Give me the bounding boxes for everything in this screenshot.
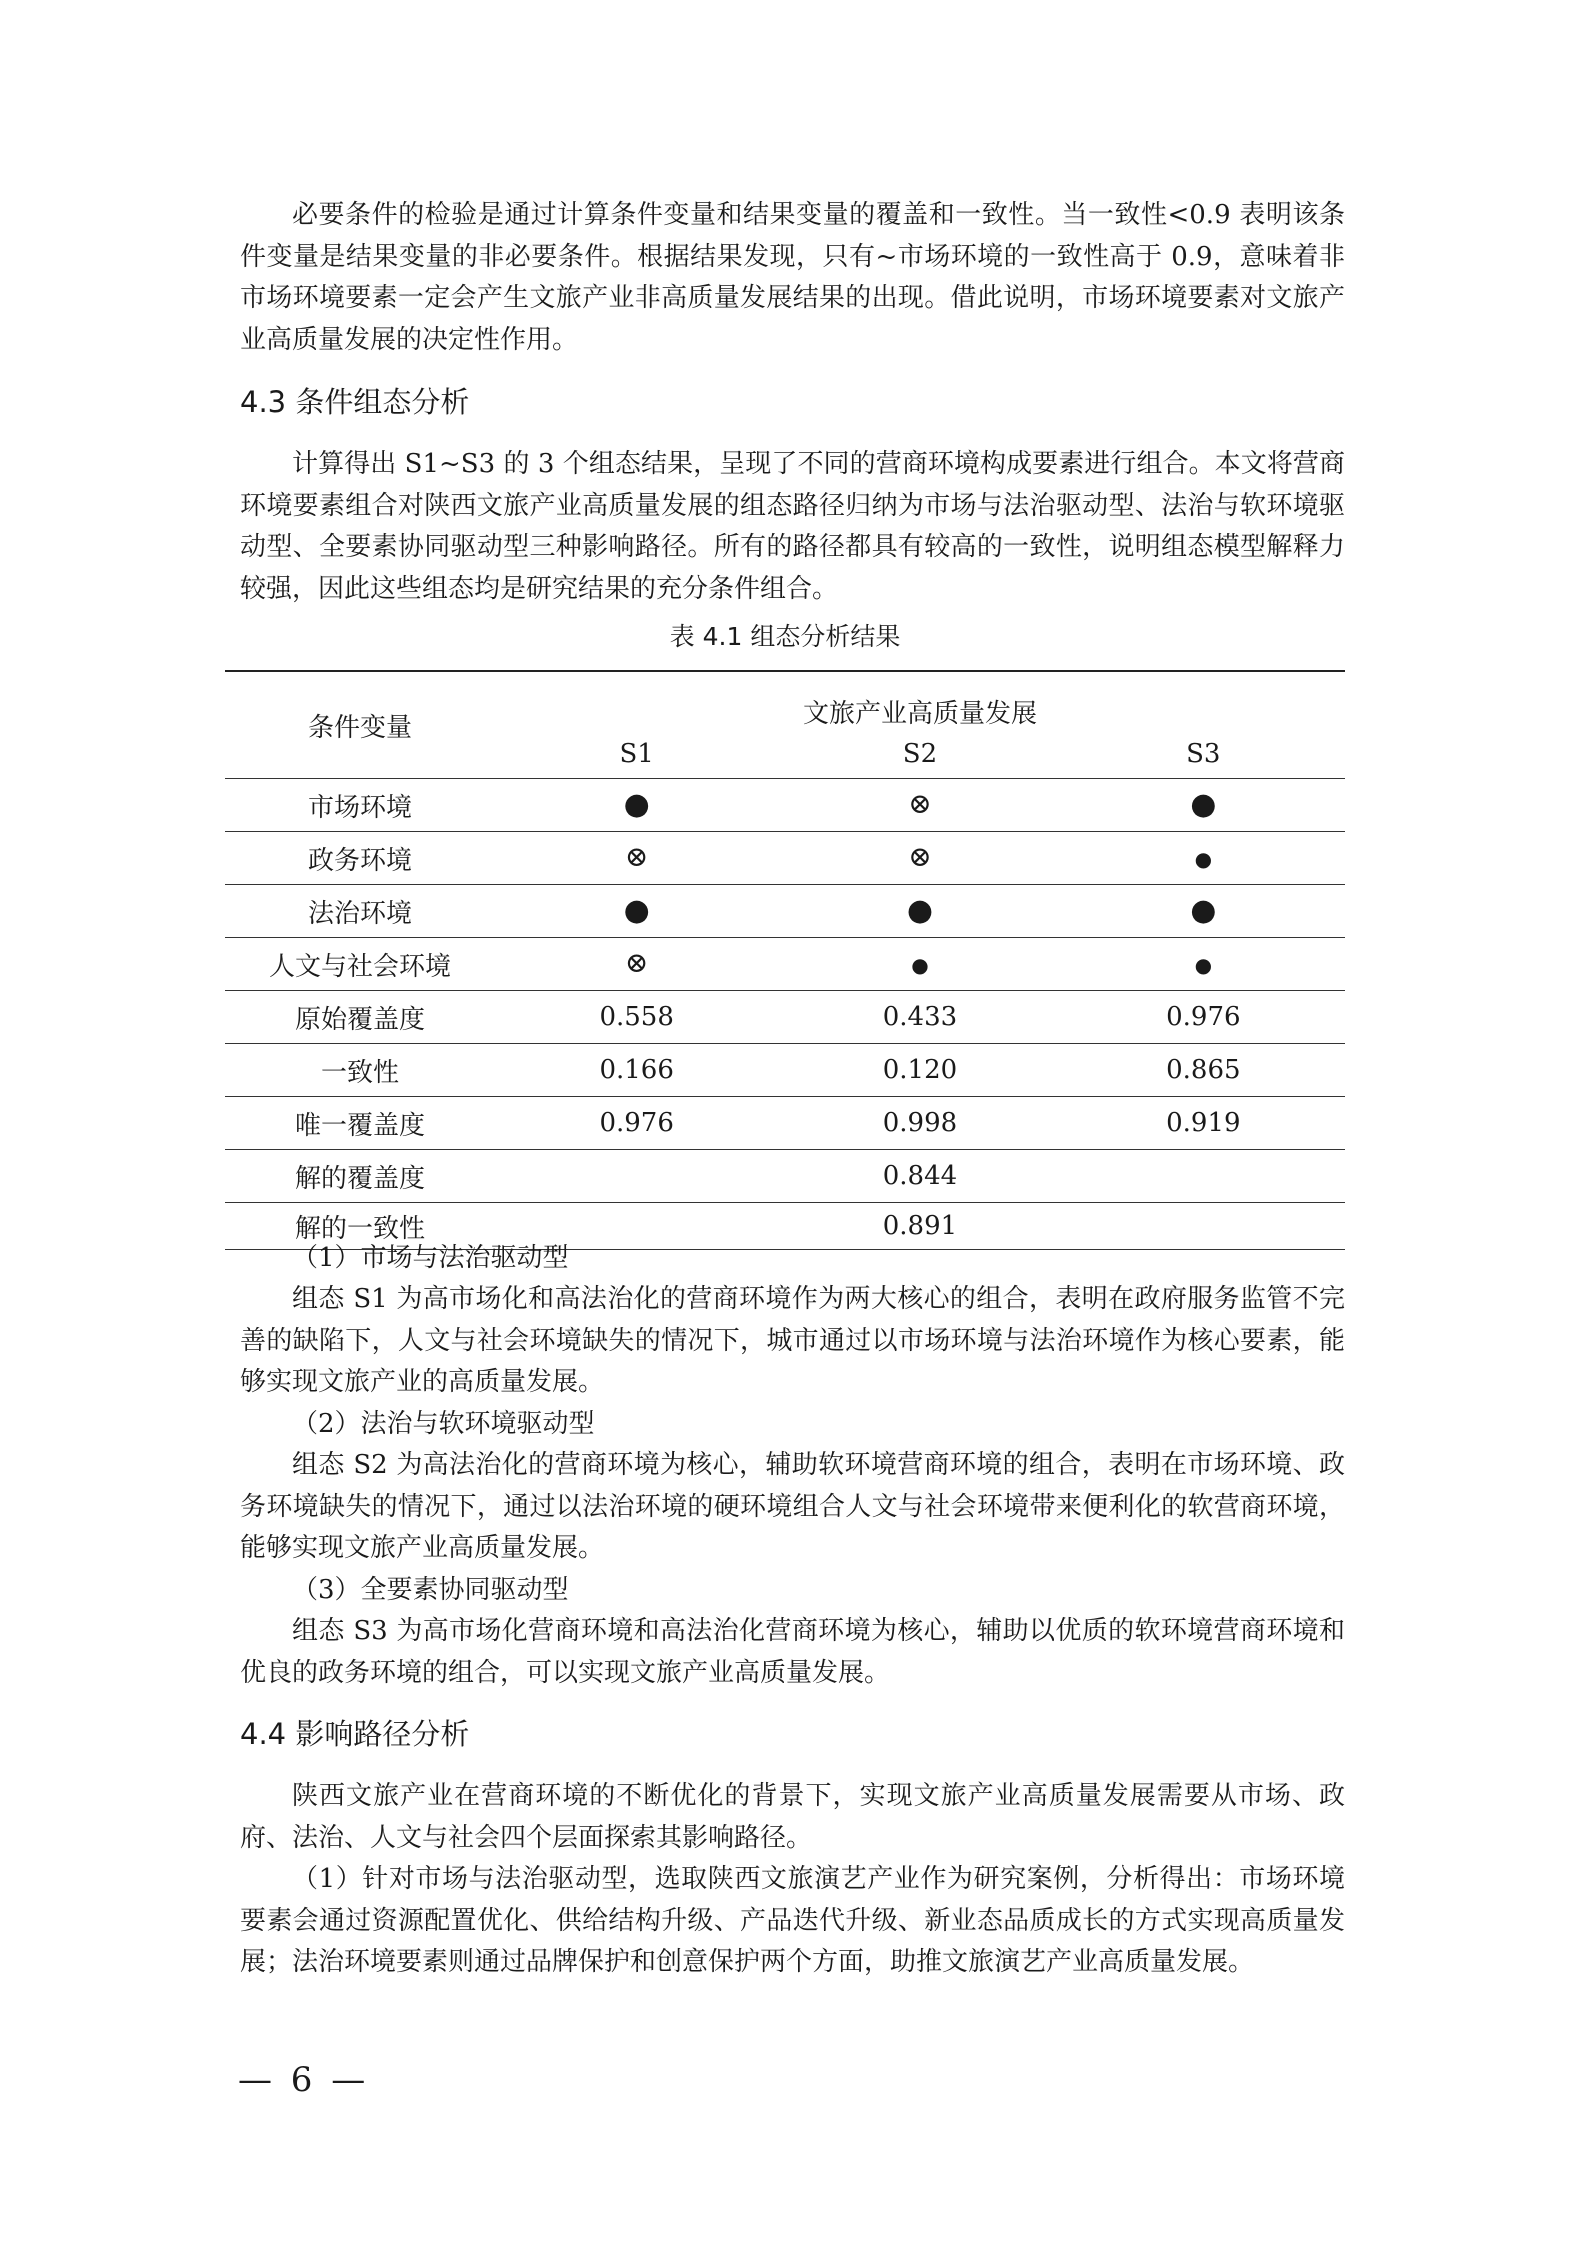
cell-value: 0.976 xyxy=(495,1097,778,1150)
core-present-icon: ● xyxy=(623,892,650,928)
row-label: 政务环境 xyxy=(225,832,495,885)
absent-icon: ⊗ xyxy=(624,840,649,873)
paragraph-s1: 组态 S1 为高市场化和高法治化的营商环境作为两大核心的组合，表明在政府服务监管不完善的缺陷下，人文与社会环境缺失的情况下，城市通过以市场环境与法治环境作为核心要素，能够实现文旅产业的高质量发展。 xyxy=(240,1284,1345,1397)
table-row-solution-coverage xyxy=(225,1150,1345,1203)
table-caption: 表 4.1 组态分析结果 xyxy=(669,622,901,651)
cell-value: 0.919 xyxy=(1062,1097,1345,1150)
cell-value: 0.433 xyxy=(778,991,1061,1044)
table-row xyxy=(225,1044,1345,1097)
paragraph-s2: 组态 S2 为高法治化的营商环境为核心，辅助软环境营商环境的组合，表明在市场环境、政务环境缺失的情况下，通过以法治环境的硬环境组合人文与社会环境带来便利化的软营商环境，能够实现文旅产业高质量发展。 xyxy=(240,1450,1345,1563)
core-present-icon: ● xyxy=(1190,786,1217,822)
section-heading-4-4: 4.4 影响路径分析 xyxy=(240,1717,470,1751)
core-present-icon: ● xyxy=(623,786,650,822)
row-label: 一致性 xyxy=(225,1044,495,1097)
peripheral-present-icon: ● xyxy=(911,953,929,977)
peripheral-present-icon: ● xyxy=(1194,847,1213,871)
peripheral-present-icon: ● xyxy=(1194,953,1213,977)
paragraph-s3: 组态 S3 为高市场化营商环境和高法治化营商环境为核心，辅助以优质的软环境营商环境和优良的政务环境的组合，可以实现文旅产业高质量发展。 xyxy=(240,1616,1345,1688)
header-column-s3: S3 xyxy=(1186,739,1221,769)
row-label: 法治环境 xyxy=(225,885,495,938)
row-label: 解的覆盖度 xyxy=(225,1150,495,1203)
subsection-title-s3: （3）全要素协同驱动型 xyxy=(292,1575,569,1605)
row-label: 解的一致性 xyxy=(225,1203,495,1250)
cell-value: 0.865 xyxy=(1062,1044,1345,1097)
configuration-results-table xyxy=(225,670,1345,1250)
row-label: 唯一覆盖度 xyxy=(225,1097,495,1150)
absent-icon: ⊗ xyxy=(908,840,932,873)
cell-value: 0.891 xyxy=(778,1203,1061,1250)
page-number: — 6 — xyxy=(238,2060,370,2100)
section-heading-4-3: 4.3 条件组态分析 xyxy=(240,385,470,419)
absent-icon: ⊗ xyxy=(908,787,932,820)
header-outcome-group: 文旅产业高质量发展 xyxy=(802,699,1037,729)
table-row xyxy=(225,991,1345,1044)
absent-icon: ⊗ xyxy=(624,946,649,979)
cell-value: 0.976 xyxy=(1062,991,1345,1044)
row-label: 市场环境 xyxy=(225,779,495,832)
cell-value: 0.120 xyxy=(778,1044,1061,1097)
core-present-icon: ● xyxy=(1190,892,1217,928)
subsection-title-s1: （1）市场与法治驱动型 xyxy=(292,1243,569,1273)
table-row xyxy=(225,832,1345,885)
paragraph-configuration-intro: 计算得出 S1~S3 的 3 个组态结果，呈现了不同的营商环境构成要素进行组合。本文将营商环境要素组合对陕西文旅产业高质量发展的组态路径归纳为市场与法治驱动型、法治与软环境驱动型、全要素协同驱动型三种影响路径。所有的路径都具有较高的一致性，说明组态模型解释力较强，因此这些组态均是研究结果的充分条件组合。 xyxy=(240,449,1345,604)
cell-value: 0.558 xyxy=(495,991,778,1044)
cell-value: 0.166 xyxy=(495,1044,778,1097)
paragraph-necessary-conditions: 必要条件的检验是通过计算条件变量和结果变量的覆盖和一致性。当一致性<0.9 表明该条件变量是结果变量的非必要条件。根据结果发现，只有~市场环境的一致性高于 0.9，意味着非市场环境要素一定会产生文旅产业非高质量发展结果的出现。借此说明，市场环境要素对文旅产业高质量发展的决定性作用。 xyxy=(240,200,1345,355)
table-row xyxy=(225,938,1345,991)
table-row xyxy=(225,885,1345,938)
row-label: 原始覆盖度 xyxy=(225,991,495,1044)
header-column-s2: S2 xyxy=(902,739,938,769)
header-column-s1: S1 xyxy=(619,739,654,769)
table-row xyxy=(225,779,1345,832)
header-condition-variable: 条件变量 xyxy=(307,712,412,743)
table-header-row xyxy=(225,671,1345,730)
cell-value: 0.844 xyxy=(778,1150,1061,1203)
row-label: 人文与社会环境 xyxy=(225,938,495,991)
paragraph-path-intro: 陕西文旅产业在营商环境的不断优化的背景下，实现文旅产业高质量发展需要从市场、政府、法治、人文与社会四个层面探索其影响路径。 xyxy=(240,1781,1345,1853)
subsection-title-s2: （2）法治与软环境驱动型 xyxy=(292,1409,595,1439)
table-row xyxy=(225,1097,1345,1150)
cell-value: 0.998 xyxy=(778,1097,1061,1150)
core-present-icon: ● xyxy=(906,892,934,928)
paragraph-path-1: （1）针对市场与法治驱动型，选取陕西文旅演艺产业作为研究案例，分析得出：市场环境要素会通过资源配置优化、供给结构升级、产品迭代升级、新业态品质成长的方式实现高质量发展；法治环境要素则通过品牌保护和创意保护两个方面，助推文旅演艺产业高质量发展。 xyxy=(240,1864,1345,1977)
